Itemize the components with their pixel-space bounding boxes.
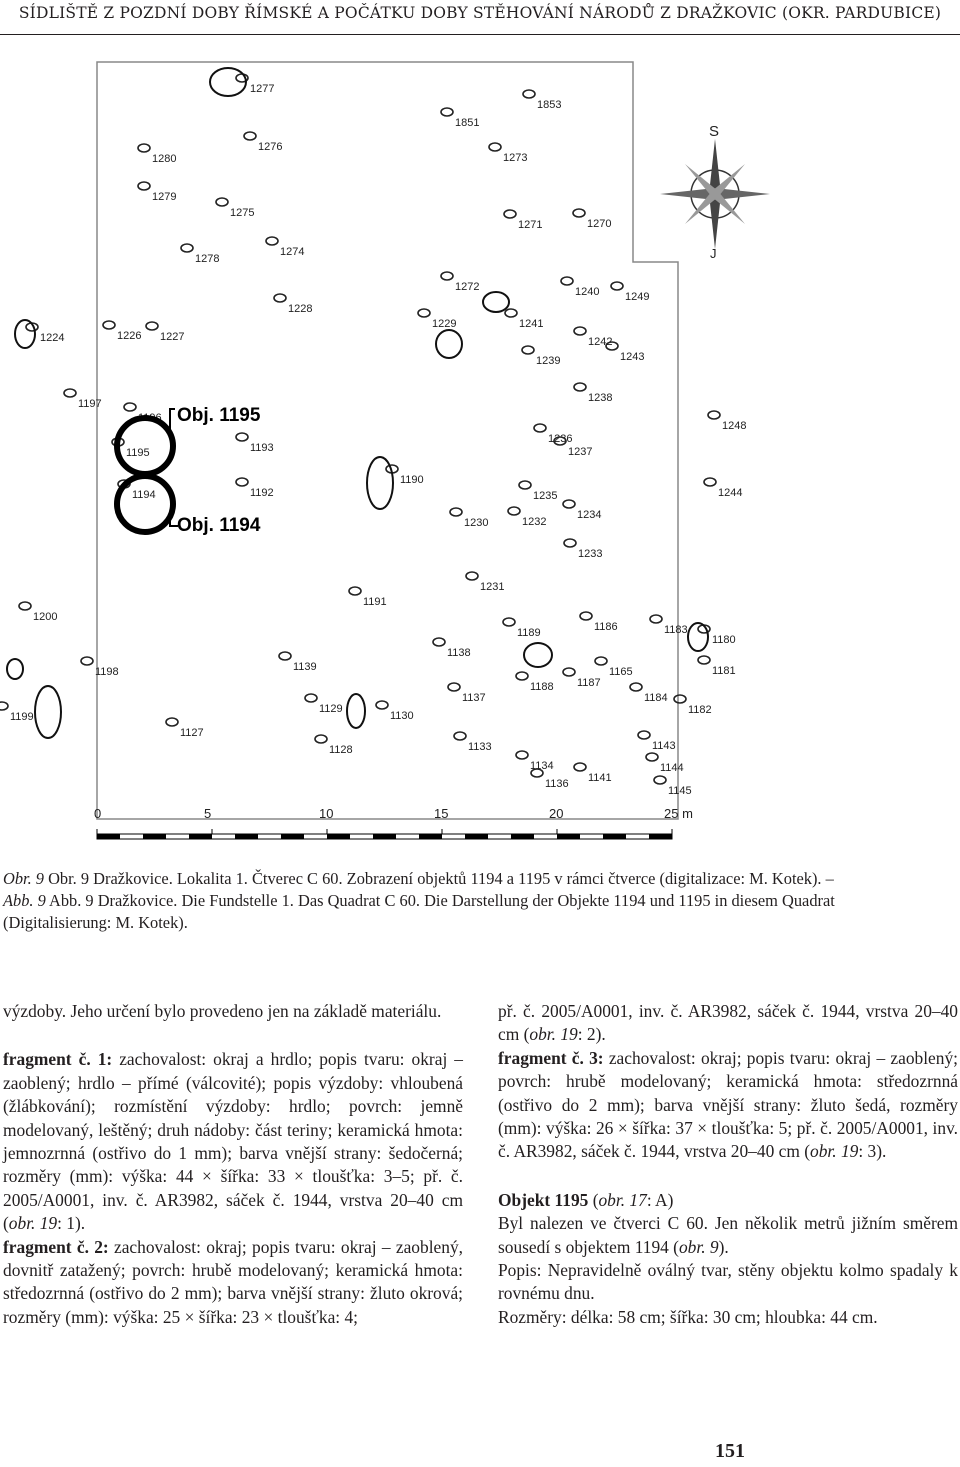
feature-label: 1244 bbox=[718, 487, 743, 499]
compass-south-label: J bbox=[710, 246, 717, 261]
object-1195-ref-close: : A) bbox=[646, 1189, 674, 1210]
caption-fig-label-cz: Obr. 9 bbox=[3, 869, 44, 888]
scale-bar-segment bbox=[419, 834, 442, 839]
left-column bbox=[3, 1000, 463, 1329]
scale-bar-segment bbox=[465, 834, 488, 839]
feature-label: 1195 bbox=[126, 447, 150, 459]
fragment-2-ref: obr. 19 bbox=[529, 1024, 578, 1045]
feature-label: 1242 bbox=[588, 336, 613, 348]
feature-outline bbox=[519, 481, 531, 489]
feature-label: 1183 bbox=[664, 624, 688, 636]
feature-label: 1133 bbox=[468, 741, 492, 753]
feature-label: 1239 bbox=[536, 355, 561, 367]
feature-outline bbox=[19, 602, 31, 610]
scale-bar-segment bbox=[143, 834, 166, 839]
feature-outline bbox=[433, 638, 445, 646]
feature-label: 1165 bbox=[609, 666, 633, 678]
object-1195-ref: obr. 17 bbox=[598, 1189, 647, 1210]
feature-outline bbox=[181, 244, 193, 252]
feature-outline bbox=[216, 198, 228, 206]
intro-paragraph: výzdoby. Jeho určení bylo provedeno jen na základě materiálu. bbox=[3, 1001, 442, 1021]
feature-outline bbox=[441, 108, 453, 116]
feature-outline bbox=[279, 652, 291, 660]
scale-bar-segment bbox=[189, 834, 212, 839]
object-1194-circle bbox=[117, 476, 173, 532]
fragment-2-cont-text: př. č. 2005/A0001, inv. č. AR3982, sáček č. 1944, vrstva 20–40 cm ( bbox=[498, 1001, 958, 1045]
feature-label: 1127 bbox=[180, 727, 204, 739]
feature-label: 1240 bbox=[575, 286, 600, 298]
scale-bar-segment bbox=[557, 834, 580, 839]
fragment-1-paragraph bbox=[3, 1048, 463, 1235]
feature-outline bbox=[698, 656, 710, 664]
fragment-3-end: : 3). bbox=[858, 1141, 887, 1162]
feature-label: 1272 bbox=[455, 281, 480, 293]
feature-label: 1184 bbox=[644, 692, 668, 704]
feature-outline bbox=[563, 500, 575, 508]
feature-label: 1194 bbox=[132, 489, 156, 501]
fragment-2-continuation bbox=[498, 1000, 958, 1047]
object-1195-dimensions: Rozměry: délka: 58 cm; šířka: 30 cm; hloubka: 44 cm. bbox=[498, 1306, 878, 1327]
feature-outline bbox=[274, 294, 286, 302]
scale-bar-segment bbox=[327, 834, 350, 839]
scale-bar-segment bbox=[281, 834, 304, 839]
feature-1129-outline bbox=[347, 694, 365, 728]
scale-tick-label: 25 m bbox=[664, 806, 693, 821]
fragment-2-label: fragment č. 2: bbox=[3, 1236, 109, 1257]
feature-outline bbox=[450, 508, 462, 516]
fragment-3-label: fragment č. 3: bbox=[498, 1047, 604, 1068]
callout-1195-label: Obj. 1195 bbox=[177, 405, 261, 426]
feature-label: 1130 bbox=[390, 710, 414, 722]
feature-1272-outline bbox=[483, 292, 509, 312]
feature-outline bbox=[574, 327, 586, 335]
compass-north-label: S bbox=[709, 123, 720, 140]
running-header: SÍDLIŠTĚ Z POZDNÍ DOBY ŘÍMSKÉ A POČÁTKU DOBY STĚHOVÁNÍ NÁRODŮ Z DRAŽKOVIC (OKR. PARDUBICE) bbox=[18, 4, 942, 22]
feature-1189-outline bbox=[524, 643, 552, 667]
feature-label: 1138 bbox=[447, 647, 471, 659]
feature-label: 1197 bbox=[78, 398, 102, 410]
feature-label: 1182 bbox=[688, 704, 712, 716]
feature-label: 1273 bbox=[503, 152, 528, 164]
feature-label: 1136 bbox=[545, 778, 569, 790]
feature-label: 1137 bbox=[462, 692, 486, 704]
feature-label: 1234 bbox=[577, 509, 602, 521]
scale-bar-segment bbox=[511, 834, 534, 839]
object-1195-heading bbox=[498, 1189, 958, 1212]
feature-outline bbox=[504, 210, 516, 218]
object-1195-location-ref: obr. 9 bbox=[678, 1236, 719, 1257]
object-1195-description: Popis: Nepravidelně oválný tvar, stěny objektu kolmo spadaly k rovnému dnu. bbox=[498, 1260, 958, 1304]
feature-label: 1144 bbox=[660, 762, 684, 774]
fragment-1-text: zachovalost: okraj a hrdlo; popis tvaru: okraj – zaoblený; hrdlo – přímé (válcovité); popis výzdoby: vhloubená (žlábkování); rozmístění výzdoby: hrdlo; povrch: jemně modelovaný, leštěný; druh nádoby: část teriny; keramická hmota: jemnozrnná (ostřivo do 1 mm); barva vnější strany: šedočerná; rozměry (mm): výška: 44 × šířka: 33 × tloušťka: 3–5; př. č. 2005/A0001, inv. č. AR3982, sáček č. 1944, vrstva 20–40 cm ( bbox=[3, 1049, 463, 1234]
caption-fig-label-de: Abb. 9 bbox=[3, 891, 46, 910]
scale-tick-label: 10 bbox=[319, 806, 334, 821]
feature-label: 1243 bbox=[620, 351, 645, 363]
feature-label: 1180 bbox=[712, 634, 736, 646]
feature-outline bbox=[708, 411, 720, 419]
feature-outline bbox=[266, 237, 278, 245]
scale-tick-label: 15 bbox=[434, 806, 449, 821]
feature-outline bbox=[646, 753, 658, 761]
object-1195-title: Objekt 1195 bbox=[498, 1189, 589, 1210]
caption-line-3: (Digitalisierung: M. Kotek). bbox=[3, 913, 188, 932]
feature-outline bbox=[574, 763, 586, 771]
feature-outline bbox=[580, 612, 592, 620]
feature-label: 1143 bbox=[652, 740, 676, 752]
feature-outline bbox=[244, 132, 256, 140]
feature-label: 1231 bbox=[480, 581, 505, 593]
caption-line-2-text: Abb. 9 Dražkovice. Die Fundstelle 1. Das Quadrat C 60. Die Darstellung der Objekte 1194 und 1195 in diesem Quadrat bbox=[49, 891, 835, 910]
header-rule bbox=[0, 34, 960, 35]
feature-outline bbox=[81, 657, 93, 665]
feature-outline bbox=[508, 507, 520, 515]
scale-bar-segment bbox=[373, 834, 396, 839]
feature-label: 1235 bbox=[533, 490, 558, 502]
feature-label: 1192 bbox=[250, 487, 274, 499]
feature-outline bbox=[654, 776, 666, 784]
fragment-3-text: zachovalost: okraj; popis tvaru: okraj – zaoblený; povrch: hrubě modelovaný; keramická hmota: středozrnná (ostřivo do 2 mm); barva vnější strany: žluto šedá, rozměry (mm): výška: 26 × šířka: 37 × tloušťka: 5; př. č. 2005/A0001, inv. č. AR3982, sáček č. 1944, vrstva 20–40 cm ( bbox=[498, 1047, 958, 1162]
feature-label: 1271 bbox=[518, 219, 543, 231]
feature-outline bbox=[674, 695, 686, 703]
feature-label: 1275 bbox=[230, 207, 255, 219]
feature-label: 1191 bbox=[363, 596, 387, 608]
feature-outline bbox=[611, 282, 623, 290]
callout-1195-line bbox=[170, 409, 175, 434]
feature-label: 1226 bbox=[117, 330, 142, 342]
feature-outline bbox=[138, 144, 150, 152]
feature-outline bbox=[448, 683, 460, 691]
object-1195-ref-open: ( bbox=[588, 1189, 599, 1210]
feature-label: 1238 bbox=[588, 392, 613, 404]
feature-outline bbox=[0, 702, 8, 710]
feature-label: 1274 bbox=[280, 246, 305, 258]
page-number: 151 bbox=[715, 1440, 745, 1462]
scale-bar-segment bbox=[235, 834, 258, 839]
feature-outline bbox=[305, 694, 317, 702]
feature-outline bbox=[516, 672, 528, 680]
object-1195-location bbox=[498, 1212, 958, 1259]
feature-label: 1851 bbox=[455, 117, 480, 129]
feature-outline bbox=[630, 683, 642, 691]
feature-outline bbox=[349, 587, 361, 595]
scale-tick-label: 0 bbox=[94, 806, 102, 821]
feature-outline bbox=[146, 322, 158, 330]
feature-label: 1278 bbox=[195, 253, 220, 265]
feature-outline bbox=[418, 309, 430, 317]
feature-label: 1279 bbox=[152, 191, 177, 203]
feature-outline bbox=[563, 668, 575, 676]
fragment-2-end: : 2). bbox=[577, 1024, 606, 1045]
caption-line-1-text: Obr. 9 Dražkovice. Lokalita 1. Čtverec C 60. Zobrazení objektů 1194 a 1195 v rámci čtverce (digitalizace: M. Kotek). – bbox=[48, 869, 834, 888]
feature-label: 1199 bbox=[10, 711, 34, 723]
feature-label: 1241 bbox=[519, 318, 544, 330]
fragment-1-end: : 1). bbox=[57, 1213, 86, 1234]
feature-label: 1196 bbox=[138, 412, 162, 424]
feature-outline bbox=[561, 277, 573, 285]
feature-label: 1248 bbox=[722, 420, 747, 432]
scale-tick-label: 5 bbox=[204, 806, 212, 821]
feature-label: 1229 bbox=[432, 318, 457, 330]
feature-outline bbox=[574, 383, 586, 391]
feature-label: 1200 bbox=[33, 611, 58, 623]
feature-label: 1227 bbox=[160, 331, 185, 343]
caption-german bbox=[3, 890, 958, 912]
feature-outline bbox=[466, 572, 478, 580]
feature-outline bbox=[489, 143, 501, 151]
feature-label: 1189 bbox=[517, 627, 541, 639]
object-1195-location-end: ). bbox=[718, 1236, 729, 1257]
feature-label: 1232 bbox=[522, 516, 547, 528]
feature-outline bbox=[138, 182, 150, 190]
feature-outline bbox=[166, 718, 178, 726]
scale-bar-segment bbox=[603, 834, 626, 839]
feature-label: 1228 bbox=[288, 303, 313, 315]
feature-label: 1188 bbox=[530, 681, 554, 693]
feature-1229-outline bbox=[436, 330, 462, 358]
feature-label: 1128 bbox=[329, 744, 353, 756]
feature-outline bbox=[236, 478, 248, 486]
feature-outline bbox=[534, 424, 546, 432]
feature-outline bbox=[503, 618, 515, 626]
feature-outline bbox=[454, 732, 466, 740]
feature-label: 1145 bbox=[668, 785, 692, 797]
feature-outline bbox=[505, 309, 517, 317]
feature-label: 1237 bbox=[568, 446, 593, 458]
fragment-2-text: zachovalost: okraj; popis tvaru: okraj – zaoblený, dovnitř zatažený; povrch: hrubě modelovaný; keramická hmota: středozrnná (ostřivo do 2 mm); barva vnější strany: žluto okrová; rozměry (mm): výška: 25 × šířka: 23 × tloušťka: 4; bbox=[3, 1236, 463, 1327]
feature-outline bbox=[64, 389, 76, 397]
feature-outline bbox=[650, 615, 662, 623]
feature-1199-outline bbox=[35, 686, 61, 738]
feature-label: 1129 bbox=[319, 703, 343, 715]
feature-label: 1141 bbox=[588, 772, 612, 784]
object-1195-location-text: Byl nalezen ve čtverci C 60. Jen několik metrů jižním směrem sousedí s objektem 1194 ( bbox=[498, 1213, 958, 1257]
feature-label: 1224 bbox=[40, 332, 65, 344]
feature-label: 1193 bbox=[250, 442, 274, 454]
feature-label: 1853 bbox=[537, 99, 562, 111]
feature-label: 1230 bbox=[464, 517, 489, 529]
feature-label: 1139 bbox=[293, 661, 317, 673]
fragment-1-ref: obr. 19 bbox=[8, 1213, 58, 1234]
figure-caption bbox=[3, 868, 958, 934]
feature-label: 1186 bbox=[594, 621, 618, 633]
feature-label: 1270 bbox=[587, 218, 612, 230]
callout-1194-label: Obj. 1194 bbox=[177, 515, 261, 536]
feature-label: 1236 bbox=[548, 433, 573, 445]
feature-outline bbox=[124, 403, 136, 411]
feature-outline bbox=[516, 751, 528, 759]
feature-outline bbox=[573, 209, 585, 217]
feature-outline bbox=[704, 478, 716, 486]
feature-label: 1249 bbox=[625, 291, 650, 303]
feature-outline bbox=[522, 346, 534, 354]
feature-label: 1190 bbox=[400, 474, 424, 486]
feature-outline bbox=[638, 731, 650, 739]
fragment-3-ref: obr. 19 bbox=[810, 1141, 859, 1162]
object-1195-circle bbox=[117, 418, 173, 474]
feature-label: 1181 bbox=[712, 665, 736, 677]
feature-label: 1277 bbox=[250, 83, 275, 95]
feature-label: 1280 bbox=[152, 153, 177, 165]
scale-bar-segment bbox=[649, 834, 672, 839]
right-column bbox=[498, 1000, 958, 1329]
fragment-3-paragraph bbox=[498, 1047, 958, 1164]
feature-outline bbox=[441, 272, 453, 280]
caption-czech bbox=[3, 868, 958, 890]
scale-tick-label: 20 bbox=[549, 806, 564, 821]
feature-label: 1276 bbox=[258, 141, 283, 153]
feature-outline bbox=[236, 433, 248, 441]
scale-bar-segment bbox=[97, 834, 120, 839]
feature-label: 1187 bbox=[577, 677, 601, 689]
feature-1224-outline bbox=[15, 320, 35, 348]
feature-1190-outline bbox=[367, 457, 393, 509]
site-plan-figure bbox=[0, 44, 960, 864]
fragment-2-paragraph bbox=[3, 1236, 463, 1330]
feature-outline bbox=[376, 701, 388, 709]
feature-1198-outline bbox=[7, 659, 23, 679]
feature-label: 1233 bbox=[578, 548, 603, 560]
fragment-1-label: fragment č. 1: bbox=[3, 1049, 113, 1070]
feature-outline bbox=[564, 539, 576, 547]
feature-outline bbox=[103, 321, 115, 329]
feature-label: 1134 bbox=[530, 760, 554, 772]
feature-outline bbox=[523, 90, 535, 98]
feature-label: 1198 bbox=[95, 666, 119, 678]
feature-outline bbox=[595, 657, 607, 665]
feature-outline bbox=[315, 735, 327, 743]
